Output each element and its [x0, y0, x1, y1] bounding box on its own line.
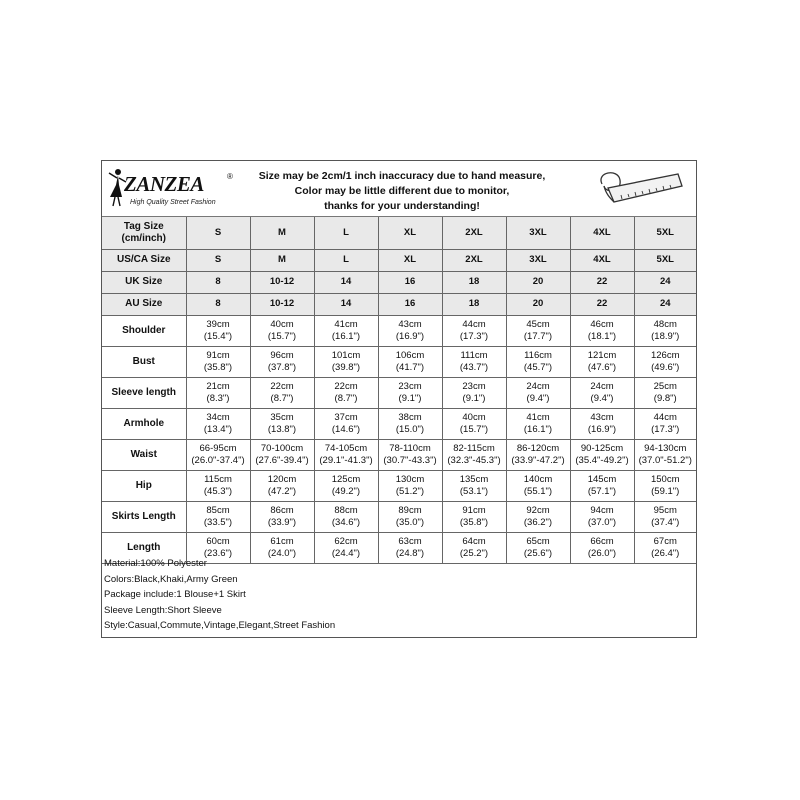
row-label: Waist	[102, 439, 186, 470]
cm-value: 70-100cm	[260, 442, 304, 454]
cm-value: 38cm	[398, 411, 422, 423]
measurement-cell	[506, 377, 570, 408]
measurement-cell	[378, 501, 442, 532]
row-label: AU Size	[102, 293, 186, 315]
cm-value: 48cm	[653, 318, 677, 330]
size-cell: 20	[506, 293, 570, 315]
cm-value: 145cm	[587, 473, 617, 485]
measurement-cell	[634, 377, 696, 408]
inch-value: (15.0")	[395, 423, 425, 435]
row-label: Tag Size (cm/inch)	[102, 217, 186, 249]
inch-value: (37.0")	[587, 516, 617, 528]
cm-value: 60cm	[206, 535, 230, 547]
size-cell: L	[314, 217, 378, 249]
cm-value: 23cm	[462, 380, 486, 392]
measurement-cell	[314, 315, 378, 346]
inch-value: (8.3")	[206, 392, 230, 404]
size-cell: 20	[506, 271, 570, 293]
cm-value: 90-125cm	[580, 442, 624, 454]
measurement-cell	[442, 377, 506, 408]
measurement-cell	[634, 408, 696, 439]
measurement-cell	[634, 315, 696, 346]
size-cell: 5XL	[634, 249, 696, 271]
measurement-cell	[378, 470, 442, 501]
cm-value: 24cm	[526, 380, 550, 392]
inch-value: (26.0")	[587, 547, 617, 559]
cm-value: 116cm	[524, 349, 552, 361]
measurement-cell	[442, 439, 506, 470]
size-cell: 10-12	[250, 293, 314, 315]
measurement-cell	[250, 315, 314, 346]
measurement-cell	[506, 315, 570, 346]
measurement-cell	[506, 470, 570, 501]
registered-mark: ®	[227, 172, 233, 181]
inch-value: (37.4")	[651, 516, 680, 528]
size-cell: 14	[314, 293, 378, 315]
notice-line: Color may be little different due to monitor,	[294, 185, 510, 197]
measurement-cell	[378, 315, 442, 346]
measurement-cell	[314, 377, 378, 408]
cm-value: 74-105cm	[324, 442, 368, 454]
brand-name: ZANZEA	[124, 172, 204, 196]
inch-value: (47.2")	[267, 485, 297, 497]
cm-value: 64cm	[462, 535, 486, 547]
measurement-cell	[378, 346, 442, 377]
cm-value: 86-120cm	[516, 442, 560, 454]
cm-value: 121cm	[587, 349, 617, 361]
measurement-cell	[570, 501, 634, 532]
inch-value: (26.4")	[651, 547, 680, 559]
inch-value: (16.9")	[395, 330, 425, 342]
cm-value: 40cm	[462, 411, 486, 423]
cm-value: 22cm	[270, 380, 294, 392]
inch-value: (35.0")	[395, 516, 425, 528]
cm-value: 24cm	[590, 380, 614, 392]
cm-value: 94-130cm	[644, 442, 687, 454]
cm-value: 21cm	[206, 380, 230, 392]
cm-value: 126cm	[650, 349, 680, 361]
size-cell: XL	[378, 217, 442, 249]
size-row	[102, 249, 696, 271]
inch-value: (16.1")	[331, 330, 361, 342]
measurement-cell	[634, 346, 696, 377]
measurement-cell	[186, 346, 250, 377]
package-note: Package include:1 Blouse+1 Skirt	[104, 589, 246, 600]
cm-value: 78-110cm	[389, 442, 431, 454]
cm-value: 150cm	[650, 473, 680, 485]
chart-header	[102, 161, 696, 217]
inch-value: (9.1")	[462, 392, 486, 404]
cm-value: 25cm	[653, 380, 677, 392]
size-cell: 18	[442, 293, 506, 315]
cm-value: 65cm	[526, 535, 550, 547]
inch-value: (18.9")	[651, 330, 680, 342]
measurement-row	[102, 439, 696, 470]
cm-value: 92cm	[526, 504, 550, 516]
measurement-cell	[250, 346, 314, 377]
measurement-cell	[186, 439, 250, 470]
cm-value: 23cm	[398, 380, 422, 392]
material-note: Material:100% Polyester	[104, 558, 207, 569]
size-cell: S	[186, 249, 250, 271]
measurement-row	[102, 501, 696, 532]
cm-value: 61cm	[270, 535, 294, 547]
measurement-cell	[186, 377, 250, 408]
inch-value: (15.7")	[267, 330, 297, 342]
measurement-cell	[250, 501, 314, 532]
measurement-row	[102, 315, 696, 346]
size-cell: 18	[442, 271, 506, 293]
inch-value: (15.7")	[459, 423, 489, 435]
cm-value: 120cm	[267, 473, 297, 485]
size-cell: 2XL	[442, 249, 506, 271]
inch-value: (26.0"-37.4")	[191, 454, 245, 466]
cm-value: 41cm	[334, 318, 358, 330]
inch-value: (25.2")	[459, 547, 489, 559]
inch-value: (16.9")	[587, 423, 617, 435]
inch-value: (45.3")	[203, 485, 233, 497]
cm-value: 135cm	[459, 473, 489, 485]
inch-value: (24.0")	[267, 547, 297, 559]
inch-value: (45.7")	[523, 361, 553, 373]
cm-value: 96cm	[270, 349, 294, 361]
inch-value: (57.1")	[587, 485, 617, 497]
measurement-cell	[378, 377, 442, 408]
cm-value: 91cm	[462, 504, 486, 516]
cm-value: 34cm	[206, 411, 230, 423]
measurement-cell	[314, 408, 378, 439]
measurement-cell	[506, 346, 570, 377]
inch-value: (9.4")	[526, 392, 550, 404]
measurement-cell	[314, 470, 378, 501]
inch-value: (9.1")	[398, 392, 422, 404]
cm-value: 95cm	[653, 504, 677, 516]
inch-value: (8.7")	[270, 392, 294, 404]
cm-value: 86cm	[270, 504, 294, 516]
inch-value: (16.1")	[523, 423, 553, 435]
cm-value: 39cm	[206, 318, 230, 330]
size-table	[102, 217, 696, 564]
inch-value: (39.8")	[331, 361, 361, 373]
inch-value: (25.6")	[523, 547, 553, 559]
style-note: Style:Casual,Commute,Vintage,Elegant,Street Fashion	[104, 620, 336, 631]
inch-value: (29.1"-41.3")	[319, 454, 373, 466]
inch-value: (13.8")	[267, 423, 297, 435]
measurement-cell	[442, 346, 506, 377]
cm-value: 37cm	[334, 411, 358, 423]
row-label: Armhole	[102, 408, 186, 439]
size-row	[102, 217, 696, 249]
row-label: US/CA Size	[102, 249, 186, 271]
measurement-cell	[186, 408, 250, 439]
measurement-cell	[570, 408, 634, 439]
size-cell: 5XL	[634, 217, 696, 249]
size-cell: 2XL	[442, 217, 506, 249]
inch-value: (49.6")	[651, 361, 680, 373]
notice-line: thanks for your understanding!	[324, 200, 480, 212]
inch-value: (18.1")	[587, 330, 617, 342]
inch-value: (55.1")	[523, 485, 553, 497]
measurement-cell	[250, 439, 314, 470]
measurement-cell	[506, 439, 570, 470]
inch-value: (17.3")	[459, 330, 489, 342]
row-label: Sleeve length	[102, 377, 186, 408]
measurement-cell	[378, 439, 442, 470]
measurement-cell	[570, 470, 634, 501]
colors-note: Colors:Black,Khaki,Army Green	[104, 573, 238, 585]
inch-value: (14.6")	[331, 423, 361, 435]
measurement-cell	[634, 470, 696, 501]
cm-value: 106cm	[395, 349, 425, 361]
inch-value: (32.3"-45.3")	[447, 454, 501, 466]
inch-value: (33.9"-47.2")	[511, 454, 565, 466]
size-cell: 14	[314, 271, 378, 293]
inch-value: (9.8")	[653, 392, 677, 404]
inch-value: (49.2")	[331, 485, 361, 497]
measurement-cell	[506, 501, 570, 532]
measurement-cell	[250, 408, 314, 439]
cm-value: 43cm	[590, 411, 614, 423]
cm-value: 66cm	[590, 535, 614, 547]
cm-value: 45cm	[526, 318, 550, 330]
cm-value: 44cm	[653, 411, 677, 423]
size-row	[102, 271, 696, 293]
size-cell: 10-12	[250, 271, 314, 293]
inch-value: (51.2")	[395, 485, 425, 497]
measurement-notice	[252, 169, 552, 214]
measurement-cell	[442, 315, 506, 346]
cm-value: 67cm	[653, 535, 677, 547]
inch-value: (24.4")	[331, 547, 361, 559]
sleeve-note: Sleeve Length:Short Sleeve	[104, 604, 222, 616]
measurement-row	[102, 346, 696, 377]
measurement-cell	[250, 470, 314, 501]
cm-value: 44cm	[462, 318, 486, 330]
measurement-cell	[506, 408, 570, 439]
size-cell: XL	[378, 249, 442, 271]
cm-value: 94cm	[590, 504, 614, 516]
row-label: Hip	[102, 470, 186, 501]
inch-value: (13.4")	[203, 423, 233, 435]
cm-value: 46cm	[590, 318, 614, 330]
measurement-cell	[378, 408, 442, 439]
measurement-cell	[186, 501, 250, 532]
cm-value: 43cm	[398, 318, 422, 330]
size-cell: 3XL	[506, 249, 570, 271]
measurement-cell	[314, 501, 378, 532]
size-cell: 8	[186, 293, 250, 315]
cm-value: 101cm	[331, 349, 361, 361]
inch-value: (35.8")	[459, 516, 489, 528]
inch-value: (36.2")	[523, 516, 553, 528]
cm-value: 41cm	[526, 411, 550, 423]
inch-value: (41.7")	[395, 361, 425, 373]
cm-value: 130cm	[395, 473, 425, 485]
inch-value: (33.9")	[267, 516, 297, 528]
size-cell: 22	[570, 293, 634, 315]
inch-value: (17.3")	[651, 423, 680, 435]
measurement-cell	[570, 377, 634, 408]
inch-value: (24.8")	[395, 547, 425, 559]
cm-value: 40cm	[270, 318, 294, 330]
size-chart-sheet	[101, 160, 697, 638]
measurement-cell	[570, 346, 634, 377]
inch-value: (17.7")	[523, 330, 553, 342]
size-cell: 4XL	[570, 217, 634, 249]
product-notes	[102, 556, 698, 634]
size-cell: L	[314, 249, 378, 271]
row-label: Length	[102, 532, 186, 563]
cm-value: 66-95cm	[199, 442, 237, 454]
size-cell: M	[250, 249, 314, 271]
measurement-cell	[570, 439, 634, 470]
size-row	[102, 293, 696, 315]
measurement-cell	[442, 470, 506, 501]
cm-value: 88cm	[334, 504, 358, 516]
measurement-cell	[186, 470, 250, 501]
cm-value: 82-115cm	[453, 442, 495, 454]
measurement-row	[102, 470, 696, 501]
size-cell: 3XL	[506, 217, 570, 249]
measurement-cell	[186, 315, 250, 346]
size-cell: S	[186, 217, 250, 249]
size-cell: 24	[634, 293, 696, 315]
size-cell: 22	[570, 271, 634, 293]
cm-value: 22cm	[334, 380, 358, 392]
brand-tagline: High Quality Street Fashion	[130, 199, 216, 206]
inch-value: (9.4")	[590, 392, 614, 404]
inch-value: (37.8")	[267, 361, 297, 373]
measurement-cell	[442, 408, 506, 439]
inch-value: (47.6")	[587, 361, 617, 373]
inch-value: (33.5")	[203, 516, 233, 528]
inch-value: (59.1")	[651, 485, 680, 497]
measurement-row	[102, 408, 696, 439]
measurement-cell	[442, 501, 506, 532]
cm-value: 62cm	[334, 535, 358, 547]
measurement-cell	[634, 501, 696, 532]
measurement-cell	[250, 377, 314, 408]
cm-value: 89cm	[398, 504, 422, 516]
inch-value: (53.1")	[459, 485, 489, 497]
size-cell: M	[250, 217, 314, 249]
inch-value: (43.7")	[459, 361, 489, 373]
size-cell: 16	[378, 271, 442, 293]
measurement-cell	[314, 346, 378, 377]
row-label: UK Size	[102, 271, 186, 293]
brand-logo	[106, 167, 241, 211]
row-label: Shoulder	[102, 315, 186, 346]
row-label: Bust	[102, 346, 186, 377]
cm-value: 35cm	[270, 411, 294, 423]
cm-value: 111cm	[460, 349, 488, 361]
inch-value: (23.6")	[203, 547, 233, 559]
size-cell: 16	[378, 293, 442, 315]
inch-value: (30.7"-43.3")	[383, 454, 437, 466]
inch-value: (37.0"-51.2")	[638, 454, 692, 466]
cm-value: 115cm	[204, 473, 232, 485]
cm-value: 140cm	[523, 473, 553, 485]
size-cell: 4XL	[570, 249, 634, 271]
measurement-cell	[314, 439, 378, 470]
size-cell: 24	[634, 271, 696, 293]
inch-value: (15.4")	[203, 330, 233, 342]
measuring-tape-icon	[592, 164, 687, 212]
inch-value: (35.8")	[203, 361, 233, 373]
cm-value: 125cm	[331, 473, 361, 485]
inch-value: (8.7")	[334, 392, 358, 404]
cm-value: 85cm	[206, 504, 230, 516]
measurement-row	[102, 377, 696, 408]
cm-value: 63cm	[398, 535, 422, 547]
inch-value: (34.6")	[331, 516, 361, 528]
inch-value: (35.4"-49.2")	[575, 454, 629, 466]
inch-value: (27.6"-39.4")	[255, 454, 309, 466]
size-cell: 8	[186, 271, 250, 293]
measurement-cell	[634, 439, 696, 470]
notice-line: Size may be 2cm/1 inch inaccuracy due to hand measure,	[258, 170, 546, 182]
cm-value: 91cm	[206, 349, 230, 361]
row-label: Skirts Length	[102, 501, 186, 532]
measurement-cell	[570, 315, 634, 346]
